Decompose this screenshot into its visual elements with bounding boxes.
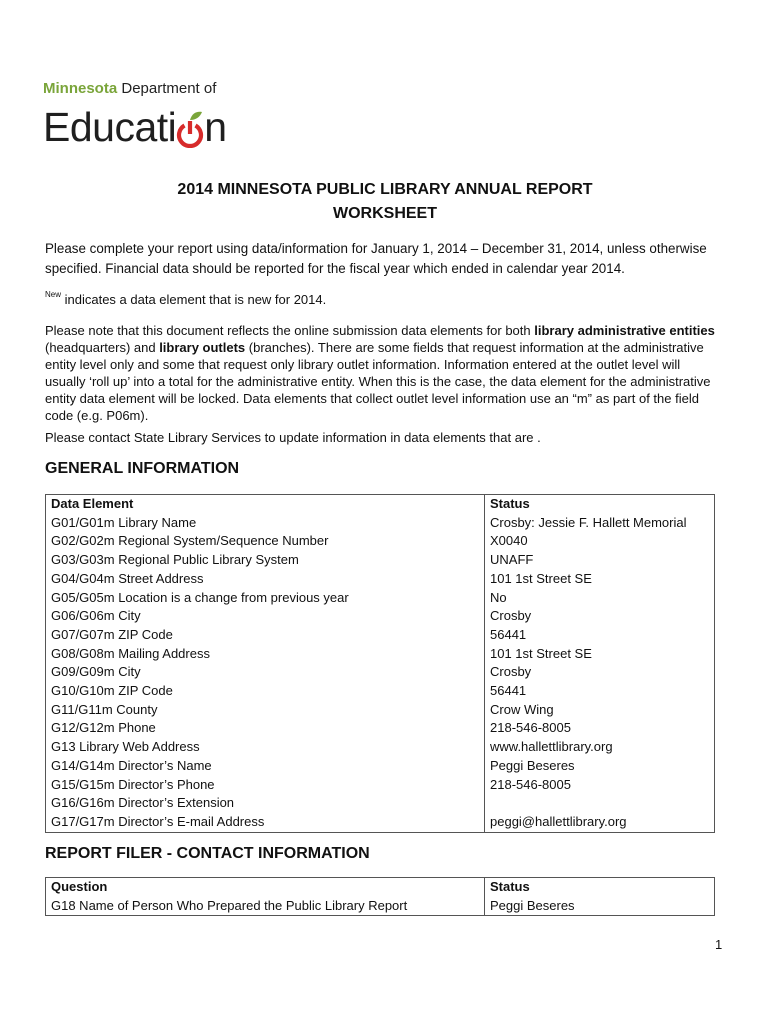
report-title-line2: WORKSHEET [333, 205, 437, 222]
status-cell: Crow Wing [485, 701, 715, 720]
status-cell: No [485, 589, 715, 608]
general-information-table [45, 494, 715, 833]
table-row [46, 626, 715, 645]
table-row [46, 607, 715, 626]
table-row [46, 663, 715, 682]
status-cell: Crosby [485, 607, 715, 626]
status-cell: Peggi Beseres [485, 897, 715, 916]
status-cell: Crosby [485, 663, 715, 682]
general-information-heading: GENERAL INFORMATION [45, 460, 240, 477]
data-element-cell: G11/G11m County [46, 701, 485, 720]
status-cell: 56441 [485, 626, 715, 645]
data-element-cell: G03/G03m Regional Public Library System [46, 551, 485, 570]
table-row [46, 570, 715, 589]
table-row [46, 645, 715, 664]
status-cell: 218-546-8005 [485, 776, 715, 795]
table-row [46, 589, 715, 608]
table-row [46, 719, 715, 738]
table-row [46, 701, 715, 720]
data-element-cell: G13 Library Web Address [46, 738, 485, 757]
data-element-cell: G15/G15m Director’s Phone [46, 776, 485, 795]
question-header: Question [46, 878, 485, 897]
data-element-header: Data Element [46, 495, 485, 514]
instruction-bold-outlets: library outlets [159, 340, 246, 355]
logo-department-text: Department of [121, 80, 217, 97]
data-element-cell: G10/G10m ZIP Code [46, 682, 485, 701]
instruction-contact: Please contact State Library Services to update information in data elements that are . [45, 430, 541, 445]
table-row [46, 738, 715, 757]
status-cell: 218-546-8005 [485, 719, 715, 738]
mde-logo [43, 80, 227, 150]
status-cell: 101 1st Street SE [485, 570, 715, 589]
instruction-reporting-period: Please complete your report using data/information for January 1, 2014 – December 31, 2014, unless otherwise specified. Financial data should be reported for the fiscal year which ended in calendar year 2014. [45, 241, 707, 276]
page-number: 1 [715, 937, 723, 952]
new-marker-text: indicates a data element that is new for 2014. [61, 292, 327, 307]
question-cell: G18 Name of Person Who Prepared the Public Library Report [46, 897, 485, 916]
report-filer-table [45, 877, 715, 916]
logo-state-name: Minnesota [43, 80, 118, 97]
table-row [46, 794, 715, 813]
table-row [46, 514, 715, 533]
instruction-text: (branches). There are some fields that request information at the administrative entity level only and some that request only library outlet information. Information entered at the outlet level will usually ‘roll up’ into a total for the administrative entity. When this is the case, the data element for the administrative entity data element will be locked. Data elements that collect outlet level information use an “m” as part of the field code (e.g. P06m). [45, 340, 711, 423]
table-row [46, 551, 715, 570]
status-cell: Peggi Beseres [485, 757, 715, 776]
report-filer-heading: REPORT FILER - CONTACT INFORMATION [45, 845, 370, 862]
data-element-cell: G04/G04m Street Address [46, 570, 485, 589]
data-element-cell: G09/G09m City [46, 663, 485, 682]
data-element-cell: G08/G08m Mailing Address [46, 645, 485, 664]
table-row [46, 682, 715, 701]
status-cell: 56441 [485, 682, 715, 701]
status-cell [485, 794, 715, 813]
logo-department-line [43, 80, 227, 98]
data-element-cell: G12/G12m Phone [46, 719, 485, 738]
instruction-text: Please note that this document reflects the online submission data elements for both [45, 323, 535, 338]
data-element-cell: G17/G17m Director’s E-mail Address [46, 813, 485, 832]
table-row [46, 897, 715, 916]
status-cell: Crosby: Jessie F. Hallett Memorial [485, 514, 715, 533]
table-row [46, 776, 715, 795]
table-row [46, 813, 715, 832]
instruction-text: (headquarters) and [45, 340, 160, 355]
table-header-row [46, 495, 715, 514]
logo-word-start: Educati [43, 104, 177, 150]
status-header: Status [485, 878, 715, 897]
logo-word-end: n [204, 104, 227, 150]
apple-power-icon [175, 108, 205, 148]
data-element-cell: G02/G02m Regional System/Sequence Number [46, 532, 485, 551]
data-element-cell: G06/G06m City [46, 607, 485, 626]
data-element-cell: G07/G07m ZIP Code [46, 626, 485, 645]
status-header: Status [485, 495, 715, 514]
table-row [46, 532, 715, 551]
status-cell: peggi@hallettlibrary.org [485, 813, 715, 832]
table-header-row [46, 878, 715, 897]
status-cell: www.hallettlibrary.org [485, 738, 715, 757]
new-marker: New [45, 290, 62, 299]
logo-wordmark [43, 104, 227, 150]
instruction-data-elements [45, 322, 720, 424]
instruction-bold-admin: library administrative entities [534, 323, 715, 338]
table-row [46, 757, 715, 776]
report-title-line1: 2014 MINNESOTA PUBLIC LIBRARY ANNUAL REPORT [177, 181, 593, 198]
data-element-cell: G16/G16m Director’s Extension [46, 794, 485, 813]
instruction-new-element [45, 286, 720, 308]
data-element-cell: G05/G05m Location is a change from previous year [46, 589, 485, 608]
status-cell: X0040 [485, 532, 715, 551]
status-cell: 101 1st Street SE [485, 645, 715, 664]
data-element-cell: G01/G01m Library Name [46, 514, 485, 533]
status-cell: UNAFF [485, 551, 715, 570]
data-element-cell: G14/G14m Director’s Name [46, 757, 485, 776]
